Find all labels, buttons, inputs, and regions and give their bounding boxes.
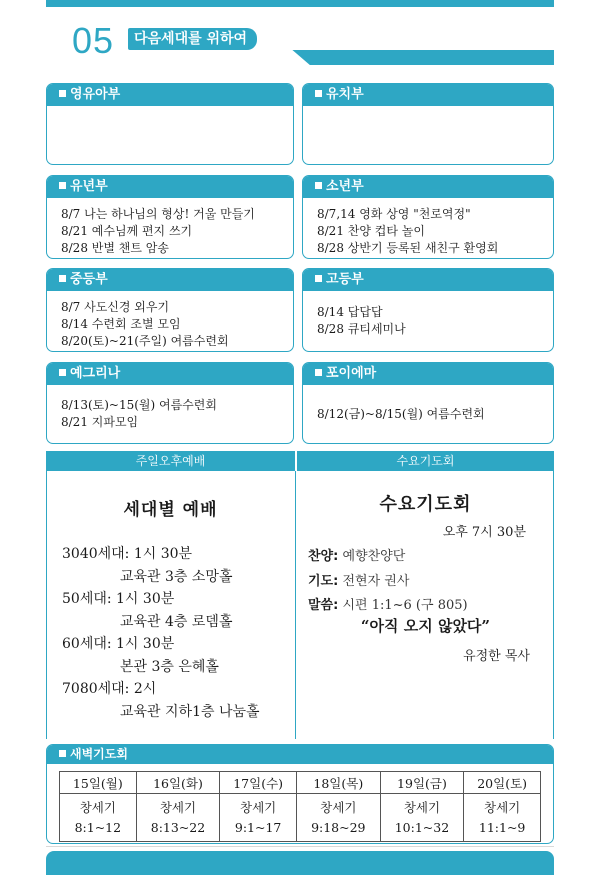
dept-items: [303, 198, 553, 257]
dept-header: [47, 363, 293, 385]
list-item: 8/13(토)~15(월) 여름수련회: [61, 398, 217, 412]
date-cell: 16일(화): [136, 772, 220, 794]
dept-items: [47, 385, 293, 443]
header-top-bar: [46, 0, 554, 7]
book-name: 창세기: [159, 799, 197, 815]
footer-divider: [46, 846, 554, 847]
passage-cell: [464, 794, 541, 842]
dept-box-yegrina: [46, 362, 294, 444]
dept-items: [47, 198, 293, 257]
list-item: 8/28 반별 챈트 암송: [61, 241, 169, 255]
dept-box-kindergarten: [302, 83, 554, 165]
list-item: 8/7 나는 하나님의 형상! 거울 만들기: [61, 207, 255, 221]
sermon-title: “아직 오지 않았다”: [360, 617, 491, 635]
sunday-afternoon-header: 주일오후예배: [46, 451, 295, 471]
word-row: [308, 594, 468, 613]
dept-header: [47, 176, 293, 198]
dept-name: 예그리나: [70, 366, 121, 381]
date-cell: 17일(수): [220, 772, 297, 794]
prayer-label: 기도:: [308, 574, 339, 589]
square-icon: [315, 90, 322, 97]
schedule-line: 50세대: 1시 30분: [62, 591, 175, 607]
dept-items: [47, 291, 293, 350]
dept-header: [303, 363, 553, 385]
list-item: 8/14 답답답: [317, 305, 383, 319]
praise-row: [308, 545, 405, 564]
dept-name: 영유아부: [70, 87, 121, 102]
dept-box-middle-school: [46, 268, 294, 352]
book-name: 창세기: [79, 799, 116, 815]
dept-header: [303, 269, 553, 291]
square-icon: [59, 369, 66, 376]
wednesday-title: 수요기도회: [379, 494, 472, 515]
dept-name: 중등부: [70, 272, 108, 287]
dept-header: [303, 176, 553, 198]
table-row: [60, 794, 541, 842]
worship-divider: [295, 471, 296, 739]
dawn-prayer-table: [59, 771, 541, 842]
square-icon: [59, 275, 66, 282]
list-item: 8/21 찬양 컵타 놀이: [317, 224, 425, 238]
book-name: 창세기: [403, 799, 441, 815]
word-value: 시편 1:1~6 (구 805): [342, 598, 468, 613]
header-underline: [118, 50, 554, 65]
praise-label: 찬양:: [308, 549, 339, 564]
prayer-value: 전현자 권사: [342, 574, 410, 589]
preacher: 유정한 목사: [463, 649, 530, 664]
word-label: 말씀:: [308, 598, 339, 613]
passage-cell: [136, 794, 220, 842]
wednesday-time: 오후 7시 30분: [442, 525, 526, 540]
list-item: 8/21 예수님께 편지 쓰기: [61, 224, 193, 238]
section-number: 05: [72, 20, 115, 61]
passage-cell: [220, 794, 297, 842]
square-icon: [315, 275, 322, 282]
square-icon: [59, 90, 66, 97]
passage-cell: [380, 794, 464, 842]
page-title: 다음세대를 위하여: [128, 28, 257, 50]
book-name: 창세기: [484, 799, 521, 815]
date-cell: 15일(월): [60, 772, 137, 794]
passage-range: 11:1~9: [478, 819, 526, 835]
book-name: 창세기: [320, 799, 357, 815]
passage-range: 9:18~29: [311, 819, 366, 835]
date-cell: 19일(금): [380, 772, 464, 794]
dept-name: 유년부: [70, 179, 108, 194]
list-item: 8/28 큐티세미나: [317, 322, 406, 336]
dawn-prayer-header: [47, 745, 553, 764]
date-cell: 18일(목): [296, 772, 380, 794]
prayer-row: [308, 570, 409, 589]
square-icon: [59, 182, 66, 189]
dawn-prayer-title: 새벽기도회: [70, 747, 128, 761]
passage-cell: [296, 794, 380, 842]
dept-name: 유치부: [326, 87, 364, 102]
schedule-line: 교육관 지하1층 나눔홀: [120, 703, 260, 720]
sunday-title: 세대별 예배: [123, 500, 218, 520]
passage-range: 8:1~12: [74, 819, 122, 835]
date-cell: 20일(토): [464, 772, 541, 794]
dept-box-infant: [46, 83, 294, 165]
list-item: 8/21 지파모임: [61, 415, 139, 429]
schedule-line: 7080세대: 2시: [62, 681, 157, 697]
passage-range: 8:13~22: [150, 819, 206, 835]
dept-name: 고등부: [326, 272, 364, 287]
list-item: 8/20(토)~21(주일) 여름수련회: [61, 334, 229, 348]
praise-value: 예향찬양단: [342, 549, 406, 564]
generation-schedule: [62, 543, 260, 723]
dept-items: [303, 291, 553, 351]
book-name: 창세기: [240, 799, 277, 815]
passage-cell: [60, 794, 137, 842]
list-item: 8/7,14 영화 상영 "천로역정": [317, 207, 471, 221]
list-item: 8/14 수련회 조별 모임: [61, 317, 181, 331]
dawn-prayer-box: [46, 744, 554, 844]
passage-range: 9:1~17: [234, 819, 282, 835]
schedule-line: 본관 3층 은혜홀: [120, 658, 219, 675]
dept-header: [47, 269, 293, 291]
schedule-line: 교육관 3층 소망홀: [120, 568, 233, 585]
dept-items: [303, 385, 553, 443]
dept-box-high-school: [302, 268, 554, 352]
dept-name: 소년부: [326, 179, 364, 194]
schedule-line: 교육관 4층 로뎀홀: [120, 613, 233, 630]
passage-range: 10:1~32: [394, 819, 450, 835]
schedule-line: 3040세대: 1시 30분: [62, 546, 193, 562]
dept-box-poiema: [302, 362, 554, 444]
table-row: [60, 772, 541, 794]
list-item: 8/12(금)~8/15(월) 여름수련회: [317, 406, 485, 421]
schedule-line: 60세대: 1시 30분: [62, 636, 175, 652]
dept-name: 포이에마: [326, 366, 377, 381]
wednesday-header: 수요기도회: [297, 451, 554, 471]
footer-bar: [46, 851, 554, 875]
list-item: 8/28 상반기 등록된 새친구 환영회: [317, 241, 499, 255]
dept-header: [47, 84, 293, 106]
dept-header: [303, 84, 553, 106]
dept-box-elementary-upper: [302, 175, 554, 259]
square-icon: [315, 369, 322, 376]
square-icon: [315, 182, 322, 189]
dept-box-elementary-lower: [46, 175, 294, 259]
square-icon: [59, 750, 66, 757]
list-item: 8/7 사도신경 외우기: [61, 300, 170, 314]
